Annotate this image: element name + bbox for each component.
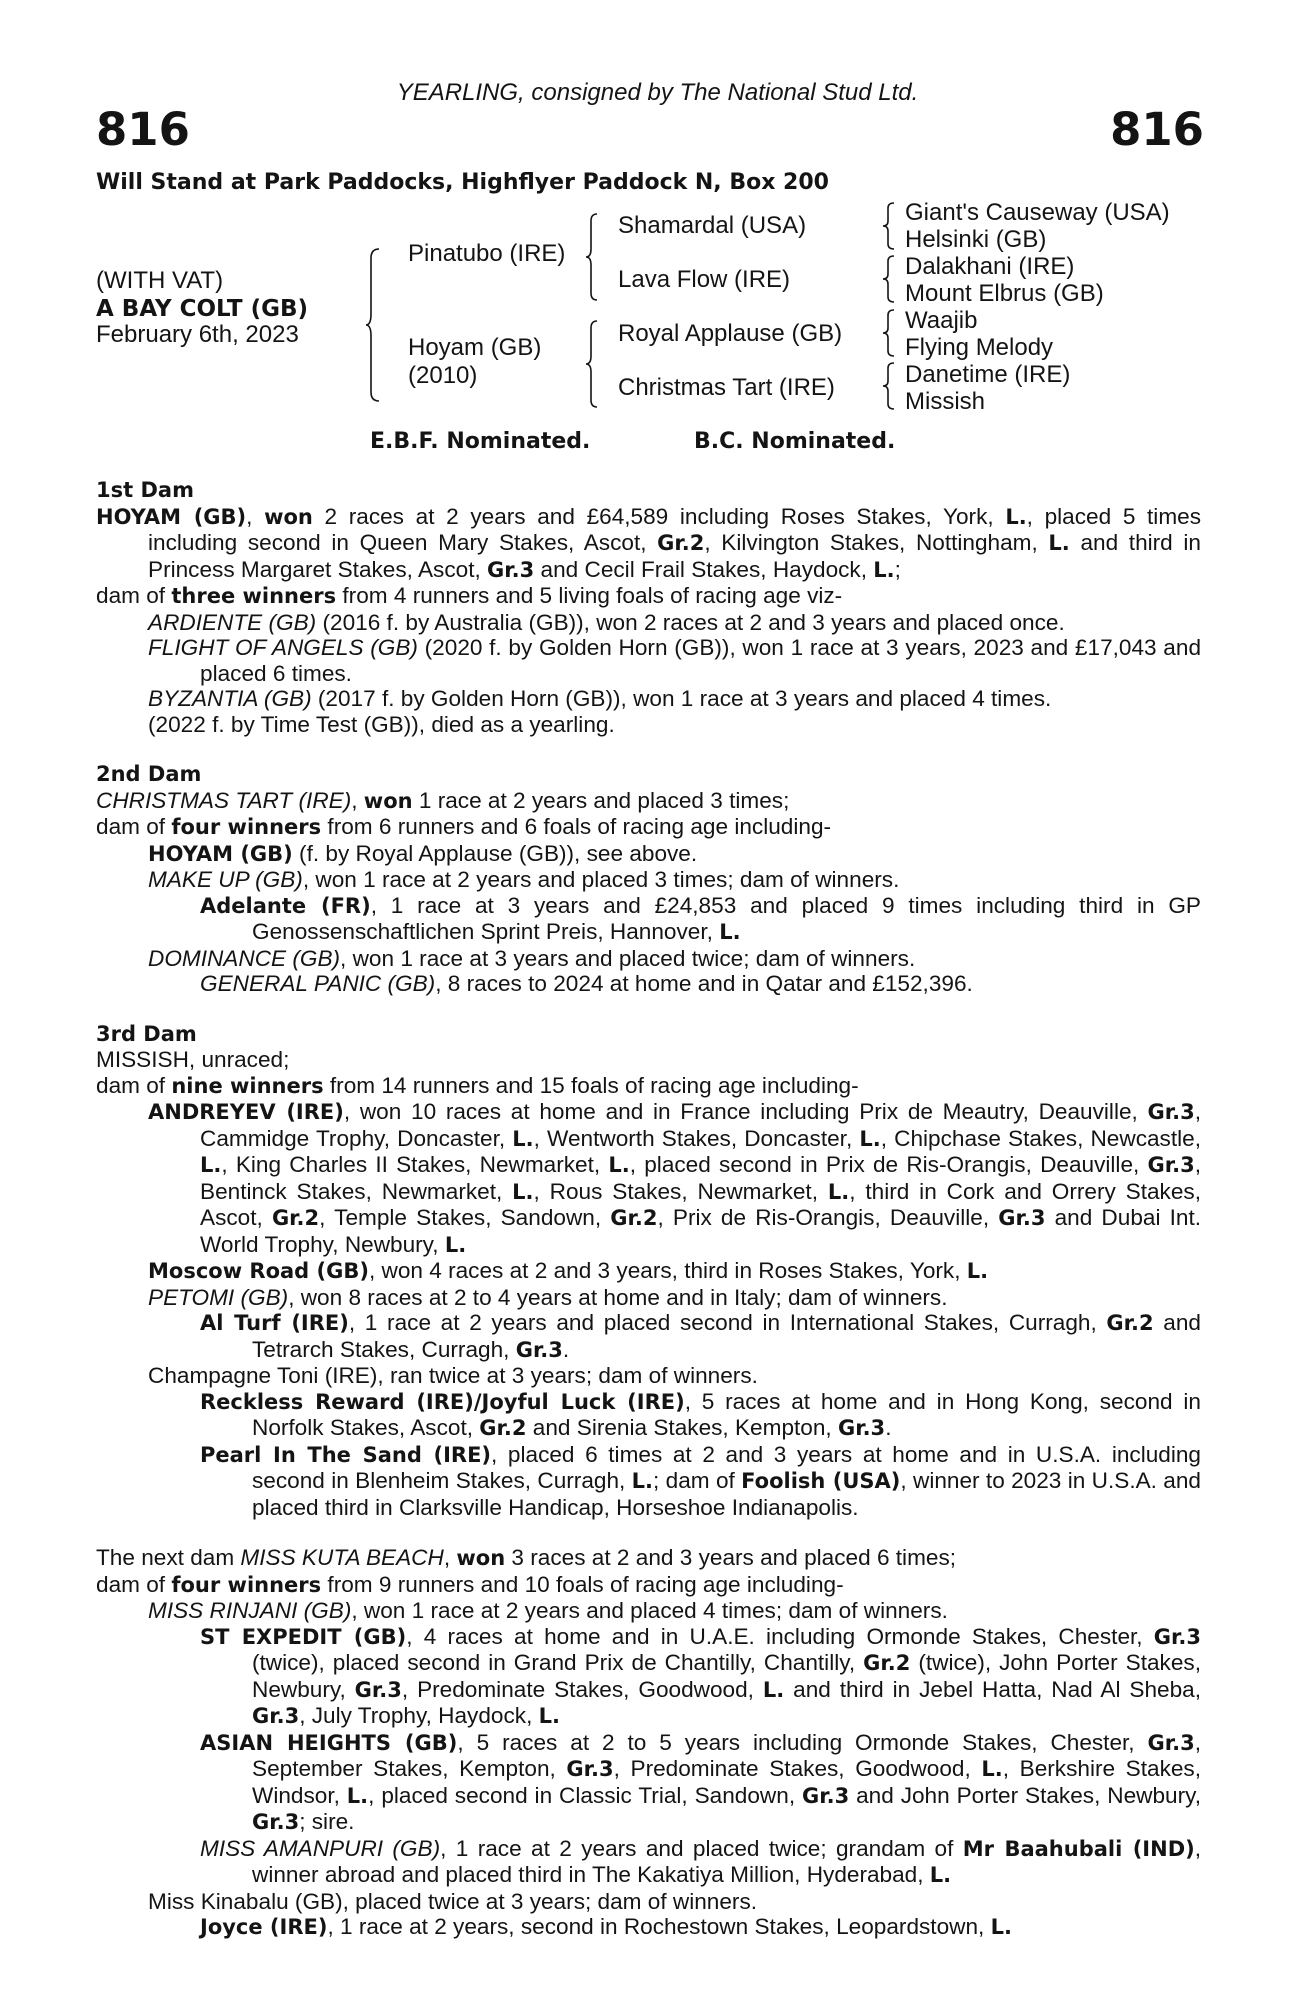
- produce-entry: Moscow Road (GB), won 4 races at 2 and 3 years, third in Roses Stakes, York, L.: [148, 1258, 989, 1283]
- pedigree-dam-sire: Royal Applause (GB): [618, 320, 843, 347]
- produce-entry: Pearl In The Sand (IRE), placed 6 times at 2 and 3 years at home and in U.S.A. including second in Blenheim Stakes, Curragh, L.; dam of Foolish (USA), winner to 2023 in U.S.A. and placed third in Clarksville Handicap, Horseshoe Indianapolis.: [200, 1441, 1202, 1520]
- produce-entry: DOMINANCE (GB), won 1 race at 3 years and placed twice; dam of winners.: [148, 945, 916, 971]
- produce-entry: Miss Kinabalu (GB), placed twice at 3 years; dam of winners.: [148, 1888, 758, 1914]
- pedigree-g3-6: Flying Melody: [905, 334, 1054, 361]
- produce-entry: HOYAM (GB) (f. by Royal Applause (GB)), see above.: [148, 840, 698, 866]
- produce-entry: ANDREYEV (IRE), won 10 races at home and in France including Prix de Meautry, Deauville, Gr.3, Cammidge Trophy, Doncaster, L., Wentworth Stakes, Doncaster, L., Chipchase Stakes, Newcastle, L., King Charles II Stakes, Newmarket, L., placed second in Prix de Ris-Orangis, Deauville, Gr.3, Bentinck Stakes, Newmarket, L., Rous Stakes, Newmarket, L., third in Cork and Orrery Stakes, Ascot, Gr.2, Temple Stakes, Sandown, Gr.2, Prix de Ris-Orangis, Deauville, Gr.3 and Dubai Int. World Trophy, Newbury, L.: [148, 1099, 1202, 1257]
- pedigree-g3-3: Dalakhani (IRE): [905, 253, 1075, 280]
- produce-entry: Joyce (IRE), 1 race at 2 years, second in Rochestown Stakes, Leopardstown, L.: [200, 1914, 1012, 1939]
- produce-entry: Al Turf (IRE), 1 race at 2 years and placed second in International Stakes, Curragh, Gr.2 and Tetrarch Stakes, Curragh, Gr.3.: [200, 1310, 1201, 1362]
- produce-entry: Champagne Toni (IRE), ran twice at 3 years; dam of winners.: [148, 1363, 758, 1388]
- second-dam-entry: CHRISTMAS TART (IRE), won 1 race at 2 years and placed 3 times;: [96, 787, 790, 813]
- first-dam-entry: HOYAM (GB), won 2 races at 2 years and £64,589 including Roses Stakes, York, L., placed 5 times including second in Queen Mary Stakes, Ascot, Gr.2, Kilvington Stakes, Nottingham, L. and third in Princess Margaret Stakes, Ascot, Gr.3 and Cecil Frail Stakes, Haydock, L.;: [96, 503, 1202, 582]
- section-heading-1st-dam: 1st Dam: [96, 478, 194, 502]
- pedigree-dam: Hoyam (GB): [408, 334, 542, 361]
- produce-entry: Adelante (FR), 1 race at 3 years and £24,853 and placed 9 times including third in GP Genossenschaftlichen Sprint Preis, Hannover, L.: [200, 892, 1201, 944]
- pedigree-dam-dam: Christmas Tart (IRE): [618, 374, 835, 401]
- produce-entry: MISS AMANPURI (GB), 1 race at 2 years and placed twice; grandam of Mr Baahubali (IND), winner abroad and placed third in The Kakatiya Million, Hyderabad, L.: [200, 1835, 1202, 1887]
- pedigree-sire: Pinatubo (IRE): [408, 240, 566, 267]
- stand-location: Will Stand at Park Paddocks, Highflyer Paddock N, Box 200: [96, 170, 829, 195]
- consignment-line: YEARLING, consigned by The National Stud Ltd.: [396, 79, 919, 106]
- produce-entry: PETOMI (GB), won 8 races at 2 to 4 years at home and in Italy; dam of winners.: [148, 1284, 948, 1310]
- third-dam-entry: MISSISH, unraced;: [96, 1047, 290, 1072]
- pedigree-brace-sire: [585, 213, 599, 301]
- pedigree-brace-g3: [882, 309, 896, 357]
- pedigree-dam-year: (2010): [408, 362, 478, 389]
- third-dam-produce-summary: dam of nine winners from 14 runners and 15 foals of racing age including-: [96, 1072, 859, 1098]
- produce-entry: GENERAL PANIC (GB), 8 races to 2024 at home and in Qatar and £152,396.: [200, 971, 973, 996]
- pedigree-sire-dam: Lava Flow (IRE): [618, 266, 791, 293]
- pedigree-brace-g4: [882, 362, 896, 410]
- pedigree-sire-sire: Shamardal (USA): [618, 212, 807, 239]
- produce-entry: (2022 f. by Time Test (GB)), died as a yearling.: [148, 711, 615, 737]
- pedigree-g3-4: Mount Elbrus (GB): [905, 280, 1104, 307]
- section-heading-3rd-dam: 3rd Dam: [96, 1021, 197, 1046]
- pedigree-brace-dam: [585, 320, 599, 408]
- pedigree-g3-2: Helsinki (GB): [905, 226, 1047, 253]
- produce-entry: MAKE UP (GB), won 1 race at 2 years and placed 3 times; dam of winners.: [148, 867, 900, 892]
- first-dam-produce-summary: dam of three winners from 4 runners and 5 living foals of racing age viz-: [96, 583, 843, 608]
- pedigree-g3-1: Giant's Causeway (USA): [905, 199, 1170, 226]
- produce-entry: ST EXPEDIT (GB), 4 races at home and in U.A.E. including Ormonde Stakes, Chester, Gr.3 (twice), placed second in Grand Prix de Chantilly, Chantilly, Gr.2 (twice), John Porter Stakes, Newbury, Gr.3, Predominate Stakes, Goodwood, L. and third in Jebel Hatta, Nad Al Sheba, Gr.3, July Trophy, Haydock, L.: [200, 1623, 1201, 1728]
- produce-entry: Reckless Reward (IRE)/Joyful Luck (IRE), 5 races at home and in Hong Kong, second in Norfolk Stakes, Ascot, Gr.2 and Sirenia Stakes, Kempton, Gr.3.: [200, 1388, 1201, 1440]
- pedigree-g3-7: Danetime (IRE): [905, 361, 1071, 388]
- produce-entry: BYZANTIA (GB) (2017 f. by Golden Horn (GB)), won 1 race at 3 years and placed 4 times.: [148, 686, 1052, 711]
- pedigree-g3-8: Missish: [905, 388, 986, 415]
- section-heading-2nd-dam: 2nd Dam: [96, 762, 202, 786]
- pedigree-g3-5: Waajib: [905, 307, 978, 334]
- produce-entry: FLIGHT OF ANGELS (GB) (2020 f. by Golden Horn (GB)), won 1 race at 3 years, 2023 and £17,043 and placed 6 times.: [148, 635, 1202, 686]
- vat-note: (WITH VAT): [96, 267, 224, 294]
- next-dam-produce-summary: dam of four winners from 9 runners and 10 foals of racing age including-: [96, 1571, 844, 1597]
- second-dam-produce-summary: dam of four winners from 6 runners and 6 foals of racing age including-: [96, 814, 832, 839]
- produce-entry: MISS RINJANI (GB), won 1 race at 2 years and placed 4 times; dam of winners.: [148, 1598, 948, 1623]
- produce-entry: ARDIENTE (GB) (2016 f. by Australia (GB)), won 2 races at 2 and 3 years and placed once.: [148, 609, 1065, 635]
- ebf-nomination: E.B.F. Nominated.: [370, 429, 591, 454]
- pedigree-brace-g2: [882, 255, 896, 303]
- catalogue-body: [96, 478, 1201, 1941]
- next-dam-entry: The next dam MISS KUTA BEACH, won 3 races at 2 and 3 years and placed 6 times;: [96, 1545, 957, 1570]
- horse-description: A BAY COLT (GB): [96, 296, 309, 322]
- lot-number-right: 816: [1110, 103, 1204, 156]
- pedigree-brace-main: [365, 248, 381, 402]
- bc-nomination: B.C. Nominated.: [694, 429, 896, 454]
- foaling-date: February 6th, 2023: [96, 321, 299, 348]
- lot-number-left: 816: [96, 103, 190, 156]
- pedigree-brace-g1: [882, 202, 896, 250]
- produce-entry: ASIAN HEIGHTS (GB), 5 races at 2 to 5 years including Ormonde Stakes, Chester, Gr.3, September Stakes, Kempton, Gr.3, Predominate Stakes, Goodwood, L., Berkshire Stakes, Windsor, L., placed second in Classic Trial, Sandown, Gr.3 and John Porter Stakes, Newbury, Gr.3; sire.: [200, 1729, 1202, 1834]
